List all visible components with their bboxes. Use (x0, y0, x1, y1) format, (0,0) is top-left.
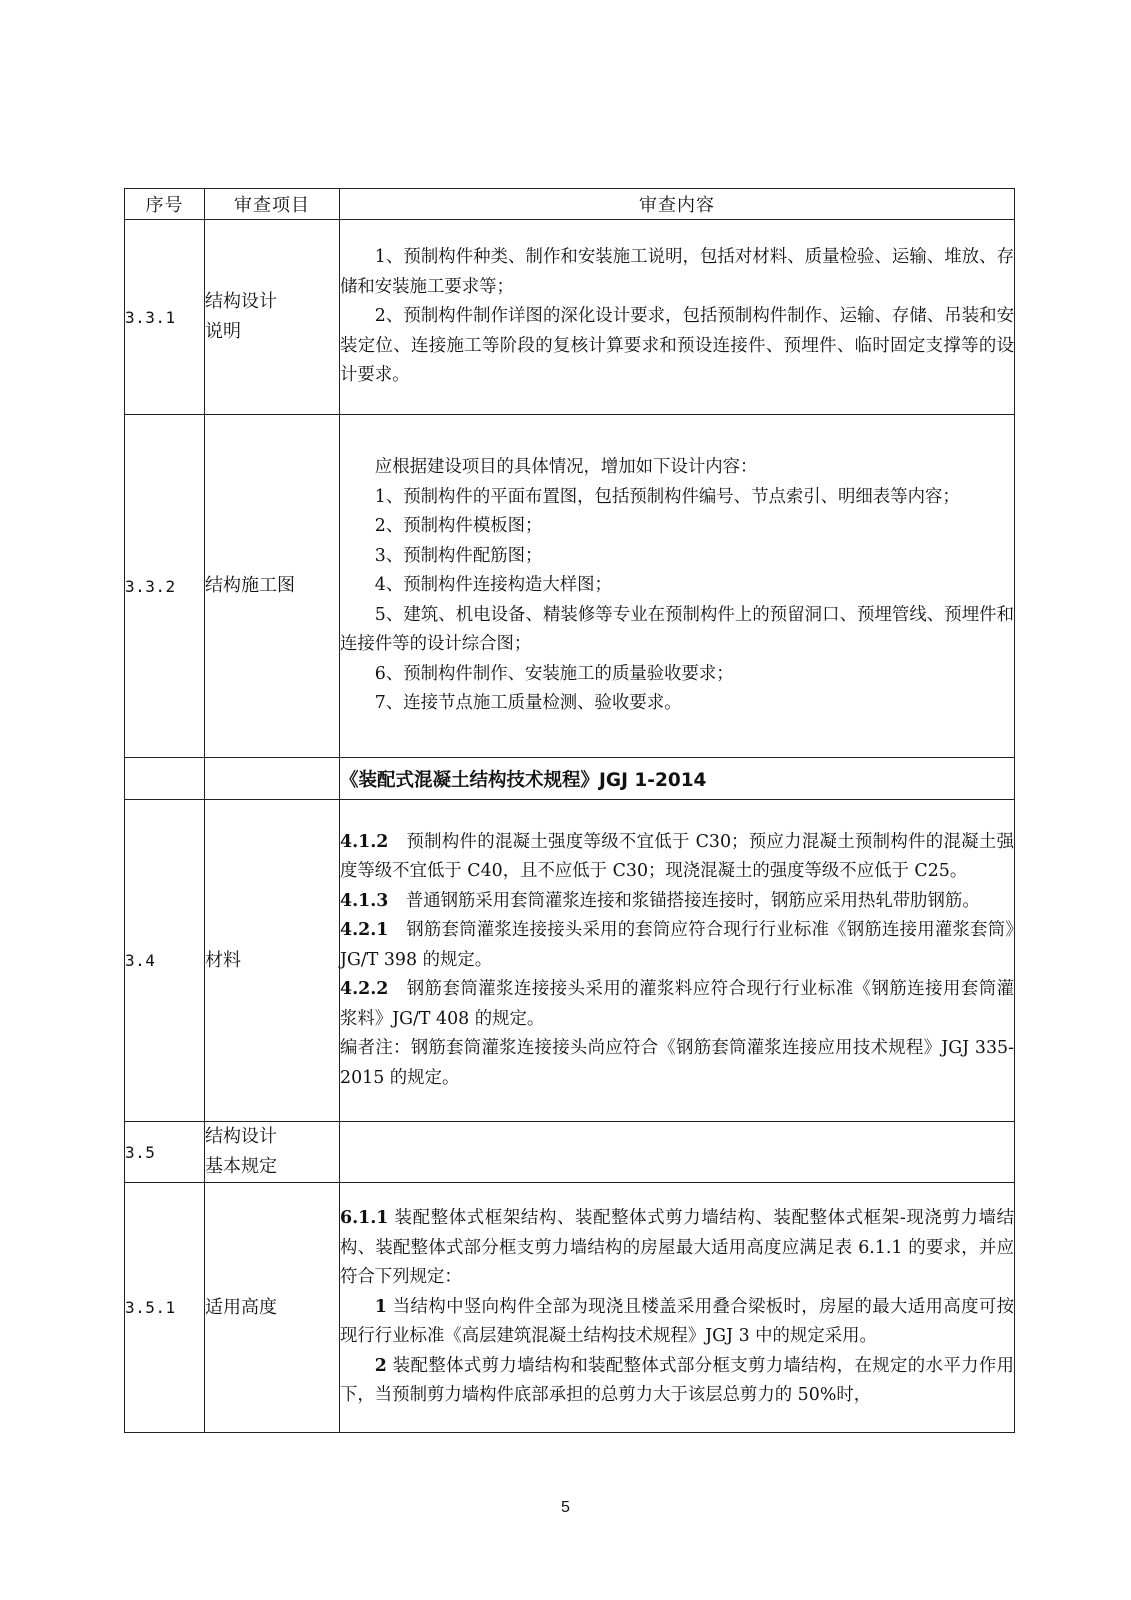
item-line: 基本规定 (205, 1156, 277, 1177)
clause-item (340, 1293, 1014, 1352)
row-number: 3.5 (125, 1122, 205, 1183)
header-content: 审查内容 (340, 189, 1015, 220)
clause-item (340, 1352, 1014, 1411)
page-number: 5 (561, 1499, 570, 1516)
row-content (340, 1183, 1015, 1433)
row-item (205, 1122, 340, 1183)
clause (340, 1204, 1014, 1293)
item-line: 材料 (205, 949, 241, 971)
row-content (340, 800, 1015, 1122)
item-text: 当结构中竖向构件全部为现浇且楼盖采用叠合梁板时，房屋的最大适用高度可按现行行业标准《高层建筑混凝土结构技术规程》JGJ 3 中的规定采用。 (340, 1296, 1014, 1347)
row-item (205, 1183, 340, 1433)
clause-number: 4.1.3 (340, 890, 389, 911)
table-row (125, 415, 1015, 758)
clause-text: 装配整体式框架结构、装配整体式剪力墙结构、装配整体式框架-现浇剪力墙结构、装配整体式部分框支剪力墙结构的房屋最大适用高度应满足表 6.1.1 的要求，并应符合下列规定： (340, 1208, 1014, 1288)
header-no: 序号 (125, 189, 205, 220)
standard-title: 《装配式混凝土结构技术规程》JGJ 1-2014 (340, 758, 1015, 800)
clause-number: 6.1.1 (340, 1208, 389, 1229)
table-row (125, 800, 1015, 1122)
clause-text: 钢筋套筒灌浆连接接头采用的灌浆料应符合现行行业标准《钢筋连接用套筒灌浆料》JG/T 408 的规定。 (340, 979, 1014, 1029)
content-paragraph: 5、建筑、机电设备、精装修等专业在预制构件上的预留洞口、预埋管线、预埋件和连接件等的设计综合图； (340, 604, 1014, 655)
table-header-row (125, 189, 1015, 220)
clause (340, 975, 1014, 1034)
item-line: 结构设计 (205, 291, 277, 312)
item-line: 说明 (205, 321, 241, 342)
row-item (205, 415, 340, 758)
clause-text: 钢筋套筒灌浆连接接头采用的套筒应符合现行行业标准《钢筋连接用灌浆套筒》JG/T 398 的规定。 (340, 920, 1014, 970)
row-number: 3.4 (125, 800, 205, 1122)
review-table (124, 188, 1015, 1433)
item-number: 1 (374, 1296, 387, 1317)
standard-title-row (125, 758, 1015, 800)
clause-text: 普通钢筋采用套筒灌浆连接和浆锚搭接连接时，钢筋应采用热轧带肋钢筋。 (388, 890, 980, 911)
content-paragraph: 1、预制构件的平面布置图，包括预制构件编号、节点索引、明细表等内容； (374, 486, 960, 507)
item-line: 结构施工图 (205, 575, 295, 596)
clause-number: 4.1.2 (340, 831, 389, 852)
row-number: 3.5.1 (125, 1183, 205, 1433)
editor-note: 编者注：钢筋套筒灌浆连接接头尚应符合《钢筋套筒灌浆连接应用技术规程》JGJ 335-2015 的规定。 (340, 1038, 1014, 1088)
row-item (205, 220, 340, 415)
row-content (340, 220, 1015, 415)
content-paragraph: 1、预制构件种类、制作和安装施工说明，包括对材料、质量检验、运输、堆放、存储和安装施工要求等； (340, 247, 1014, 297)
item-text: 装配整体式剪力墙结构和装配整体式部分框支剪力墙结构，在规定的水平力作用下，当预制剪力墙构件底部承担的总剪力大于该层总剪力的 50%时， (340, 1355, 1014, 1406)
item-line: 适用高度 (205, 1296, 277, 1318)
row-content (340, 415, 1015, 758)
clause (340, 916, 1014, 975)
clause (340, 887, 1014, 917)
content-paragraph: 7、连接节点施工质量检测、验收要求。 (374, 693, 682, 714)
item-number: 2 (374, 1355, 387, 1376)
row-content (340, 1122, 1015, 1183)
content-paragraph: 6、预制构件制作、安装施工的质量验收要求； (374, 663, 734, 684)
content-paragraph: 3、预制构件配筋图； (374, 545, 543, 566)
content-paragraph: 2、预制构件制作详图的深化设计要求，包括预制构件制作、运输、存储、吊装和安装定位、连接施工等阶段的复核计算要求和预设连接件、预埋件、临时固定支撑等的设计要求。 (340, 306, 1014, 386)
content-paragraph: 2、预制构件模板图； (374, 516, 543, 537)
item-line: 结构设计 (205, 1126, 277, 1147)
empty-cell (125, 758, 205, 800)
clause-text: 预制构件的混凝土强度等级不宜低于 C30；预应力混凝土预制构件的混凝土强度等级不宜低于 C40，且不应低于 C30；现浇混凝土的强度等级不应低于 C25。 (340, 831, 1014, 882)
table-row (125, 220, 1015, 415)
table-row (125, 1183, 1015, 1433)
clause-number: 4.2.2 (340, 979, 389, 1000)
header-item: 审查项目 (205, 189, 340, 220)
row-number: 3.3.2 (125, 415, 205, 758)
clause (340, 828, 1014, 887)
row-number: 3.3.1 (125, 220, 205, 415)
empty-cell (205, 758, 340, 800)
content-paragraph: 应根据建设项目的具体情况，增加如下设计内容： (374, 457, 758, 478)
row-item (205, 800, 340, 1122)
table-row (125, 1122, 1015, 1183)
clause-number: 4.2.1 (340, 920, 389, 941)
content-paragraph: 4、预制构件连接构造大样图； (374, 575, 612, 596)
